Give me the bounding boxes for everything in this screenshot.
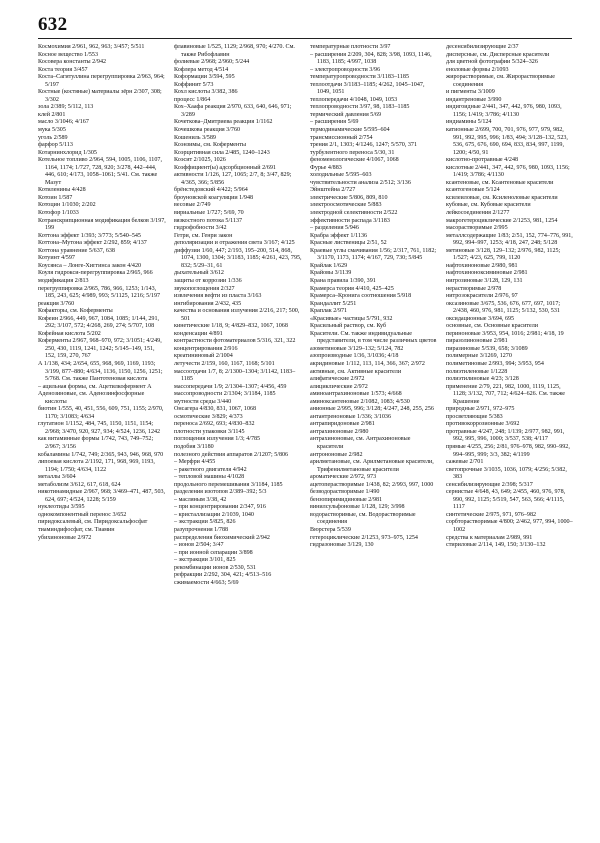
index-entry: однокомпонентный перенос 3/652 (38, 511, 127, 518)
index-entry: Котофор 1/1033 (38, 210, 79, 217)
index-entry: Красители. См. также индивидуальные представители, в том числе различных цветов (310, 330, 437, 345)
index-column-3 (310, 44, 438, 831)
index-entry: Котуинт 4/597 (38, 255, 75, 262)
index-entry: – расширения 5/69 (310, 119, 359, 126)
index-entry: Кочешкова реакция 3/760 (174, 127, 241, 134)
index-entry: – электропроводности 3/96 (310, 66, 381, 73)
index-entry: Коэрцитивная сила 2/485, 1240–1243 (174, 149, 270, 156)
index-entry: теплоотдачи 3/1183–1185; 4/262, 1045–1047, 1049, 1051 (310, 81, 425, 96)
index-entry: сорбторастворимые 4/800; 2/462, 977, 994, 1000–1002 (446, 519, 573, 533)
index-entry: Крайовы 3/1139 (310, 270, 352, 277)
index-entry: индантреновые 3/990 (446, 96, 502, 103)
index-entry: Косовера константы 2/942 (38, 59, 107, 66)
index-entry: ксилеиловые, см. Ксиленоловые красители (446, 194, 558, 201)
index-entry: Красильный раствор, см. Куб (310, 323, 387, 330)
index-entry: ароматические 2/972, 973 (310, 474, 377, 481)
index-entry: – тепловой машины 4/1028 (174, 474, 245, 481)
index-entry: жирорастворимые, см. Жирорастворимые соединения (446, 74, 555, 88)
index-entry: Кофейная кислота 5/202 (38, 330, 101, 337)
index-entry: трансмиссионный 2/754 (310, 134, 373, 141)
index-entry: – при концентрировании 2/347, 916 (174, 504, 266, 511)
index-entry: мука 5/305 (38, 127, 66, 134)
header-rule (38, 38, 572, 39)
index-entry: алифатические 2/972 (310, 376, 365, 383)
index-entry: алициклические 2/972 (310, 383, 368, 390)
index-entry: Коэнзимы, см. Коферменты (174, 142, 247, 149)
index-entry: Крайлак 1/629 (310, 262, 348, 269)
index-entry: средства к материалам 2/989, 991 (446, 534, 533, 541)
index-entry: пиразиновые 5/539, 658; 3/1089 (446, 345, 528, 352)
index-entry: Кочеткова–Дмитриева реакция 1/1162 (174, 119, 273, 126)
index-entry: индигоидные 2/441, 347, 442, 976, 980, 1093, 1156; 1/419; 3/786; 4/1130 (446, 104, 562, 118)
index-entry: полимерные 3/1269, 1270 (446, 353, 512, 360)
index-entry: полезного действия аппаратов 2/1207; 5/806 (174, 451, 289, 458)
index-entry: термический давления 5/69 (310, 111, 382, 118)
index-entry: эффективности распада 3/1183 (310, 217, 390, 224)
index-entry: масорастворимые 2/995 (446, 225, 508, 232)
index-entry: Вюрстера 5/539 (310, 527, 351, 533)
index-entry: гетероциклические 2/1253, 973–975, 1254 (310, 534, 418, 541)
index-entry: Коэффициент(ы) адсорбционный 2/691 (174, 164, 276, 171)
index-entry: десенсибилизирующие 2/37 (446, 44, 519, 50)
index-entry: электрические 5/806, 809, 810 (310, 194, 388, 201)
index-entry: водорастворимые, см. Водорастворимые соединения (310, 511, 416, 526)
index-entry: броуновской коагуляции 1/948 (174, 194, 254, 201)
index-entry: фарфор 5/113 (38, 142, 73, 149)
index-entry: теплопередачи 4/1048, 1049, 1053 (310, 96, 398, 103)
index-entry: активные, см. Активные красители (310, 368, 402, 375)
index-entry: температуропроводности 3/1183–1185 (310, 74, 409, 81)
index-entry: Космохимия 2/961, 962, 963; 3/457; 5/511 (38, 44, 145, 50)
index-entry: температурные плотности 3/97 (310, 44, 391, 50)
index-entry: Крандаллит 5/251 (310, 300, 357, 307)
index-entry: пиридоксалевый, см. Пиридоксальфосфат (38, 519, 148, 526)
index-entry: Красные лиственицы 2/51, 52 (310, 240, 387, 247)
index-entry: нуклеотиды 3/595 (38, 504, 85, 511)
index-entry: Онсагера 4/830, 831, 1067, 1068 (174, 406, 257, 413)
index-entry: – ацильная формы, см. Ацетилкофермент А (38, 383, 152, 390)
index-entry: – экстракции 5/825, 826 (174, 519, 236, 526)
index-entry: Коффинит 5/73 (174, 81, 214, 88)
index-entry: поглощения излучения 1/3; 4/785 (174, 436, 261, 443)
index-entry: периноновые 3/953, 954, 1016; 2/981; 4/18, 19 (446, 330, 564, 337)
index-entry: чувствительности анализа 2/512; 3/136 (310, 179, 411, 186)
index-entry: бензопиримидиновые 2/981 (310, 496, 383, 503)
index-entry: нерастворимые 2/978 (446, 285, 502, 292)
index-entry: Костные (костяные) материалы зёрн 2/307, 308; 3/302 (38, 89, 162, 103)
index-entry: масло 3/1046; 4/167 (38, 119, 89, 126)
index-entry: применение 2/79, 221, 982, 1000, 1119, 1125, 1128; 3/132, 707, 712; 4/624–626. См. также Крашение (446, 383, 565, 405)
index-entry: – Мерфри 4/455 (174, 459, 216, 466)
index-entry: феноменологические 4/1067, 1068 (310, 157, 399, 164)
index-entry: Крана правила 1/390, 391 (310, 277, 376, 284)
index-entry: весовые 2/749 (174, 202, 211, 209)
index-entry: уголь 2/589 (38, 134, 68, 141)
index-entry: холодильные 5/595–603 (310, 172, 372, 179)
index-entry: термодинамические 5/595–604 (310, 127, 390, 134)
index-entry: массопередачи 1/9; 2/1304–1307; 4/456, 459 (174, 383, 287, 390)
index-entry: конденсации 4/891 (174, 330, 223, 337)
index-entry: распределения биохимический 2/942 (174, 534, 270, 541)
index-entry: прямые 4/255, 256; 2/81, 976–978, 982, 990–992, 994–995, 999; 3/3, 382; 4/1199 (446, 443, 570, 458)
index-entry: – экстракции 3/101, 825 (174, 557, 236, 564)
index-entry: сенсибилизирующие 2/398; 5/317 (446, 481, 533, 488)
index-entry: вязкостного потока 5/1137 (174, 217, 243, 224)
index-entry: электродной селективности 2/522 (310, 210, 398, 217)
index-entry: Котиленины 4/428 (38, 187, 86, 194)
index-entry: ксантогеновые 5/124 (446, 187, 500, 194)
index-entry: Коттона уравнение 5/637, 638 (38, 247, 115, 254)
index-entry: Эйнштейна 2/727 (310, 187, 356, 194)
index-entry: процесс 1/864 (174, 96, 211, 103)
index-entry: Котоцин 1/1030; 2/202 (38, 202, 96, 209)
index-entry: Кофлера метод 4/514 (174, 66, 229, 73)
index-entry: сжимаемости 4/663; 5/69 (174, 579, 239, 586)
index-entry: звукопоглощения 2/327 (174, 285, 235, 292)
index-entry: Кофакторы, см. Коферменты (38, 308, 113, 315)
index-entry: никотинамидные 2/967, 968; 3/469–471, 487, 503, 624, 697; 4/524, 1228; 5/159 (38, 489, 166, 503)
index-entry: вириальные 1/727; 5/69, 70 (174, 210, 244, 217)
index-entry: реакция 3/760 (38, 300, 75, 307)
index-entry: арилметановые, см. Арилметановые красители, Трифенилметановые красители (310, 459, 434, 473)
index-entry: просветляющие 5/383 (446, 413, 503, 420)
index-entry: и пигменты 3/1009 (446, 89, 495, 96)
index-entry: Фурье 4/883 (310, 164, 342, 171)
index-entry: антантреноновые 1/336; 3/1036 (310, 413, 391, 420)
index-entry: полиметиновые 2/993, 994; 3/953, 954 (446, 360, 544, 367)
index-entry: тиаминдифосфат, см. Тиамин (38, 527, 115, 533)
index-entry: Краплак 2/971 (310, 308, 348, 315)
index-entry: азометиновые 3/129–132; 5/124, 782 (310, 345, 404, 352)
index-entry: диффузии 1/60, 447; 2/193, 195–200, 514, 868, 1074, 1300, 1304; 3/1183, 1185; 4/261, 423, 795, 832; 5/29–31, 61 (174, 247, 302, 269)
index-entry: основные, см. Основные красители (446, 323, 539, 330)
index-entry: мутности среды 3/440 (174, 398, 232, 405)
index-entry: деполяризации и отражения света 3/167; 4/125 (174, 240, 295, 247)
index-entry: оксидационные 3/694, 695 (446, 315, 515, 322)
index-entry: Котоин 1/587 (38, 194, 73, 201)
index-entry: Котельное топливо 2/964, 594, 1005, 1106, 1107, 1164, 1174; 1/727, 728, 920; 3/278, 442–444, 446, 610; 4/173, 1058–1061; 5/41. См. также Мазут (38, 157, 162, 186)
index-entry: нафтохиноноксиминовые 2/981 (446, 270, 528, 277)
index-entry: брёнстедовский 4/422; 5/964 (174, 187, 248, 194)
index-entry: глутатион 1/1152, 484, 745, 1150, 1151, 1154; 2/968; 3/470, 920, 927, 934; 4/524, 1236, 1242 (38, 421, 161, 435)
index-entry: метиновые 3/128, 129–132; 2/976, 982, 1125; 1/527; 4/23, 625, 799, 1120 (446, 247, 561, 262)
index-entry: полиэтилиновые 4/23; 3/128 (446, 376, 519, 383)
index-entry: дыхательный 3/612 (174, 270, 224, 277)
index-entry: – ракетного двигателя 4/942 (174, 466, 247, 473)
index-entry: аминоксантеновые 2/1082, 1083; 4/530 (310, 398, 410, 405)
index-entry: активности 1/126, 127, 1065; 2/7, 8; 3/47, 829; 4/365, 366; 5/856 (174, 172, 292, 186)
index-entry: ацетоперастворимые 1/438, 82; 2/993, 997, 1000 (310, 481, 434, 488)
index-entry: – масляным 3/38, 42 (174, 496, 227, 503)
index-entry: ксантеновые, см. Ксантеновые красители (446, 179, 554, 186)
index-entry: турбулентного переноса 5/30, 31 (310, 149, 395, 156)
index-entry: Коэсит 2/1025, 1026 (174, 157, 226, 164)
index-entry: защиты от коррозии 1/336 (174, 277, 242, 284)
index-entry: метаболизм 3/612, 617, 618, 624 (38, 481, 121, 488)
index-entry: сажевые 2/701 (446, 459, 484, 466)
index-entry: Котарнинхлорид 1/305 (38, 149, 97, 156)
index-entry: Коста теория 3/457 (38, 66, 88, 73)
index-entry: – разделения 5/946 (310, 225, 359, 232)
index-entry: концентрирования 2/916 (174, 345, 238, 352)
index-entry: электроосмотические 5/883 (310, 202, 382, 209)
index-entry: плотности упаковки 3/1145 (174, 428, 245, 435)
index-entry: Коформации 3/594, 595 (174, 74, 235, 81)
index-entry: лейкосоединения 2/1277 (446, 210, 510, 217)
index-entry: А 1/138, 434; 2/654, 655, 968, 969, 1169, 1193; 3/199, 877–880; 4/634, 1136, 1150, 1256, 1251; 5/768. См. также Пантотеновая кислота (38, 360, 163, 383)
index-entry: ингибирования 2/432, 435 (174, 300, 242, 307)
index-entry: Крамерса теория 4/410, 425–425 (310, 285, 394, 292)
index-entry: Коуля гидрокси-перегруппировка 2/965, 966 (38, 270, 153, 277)
index-entry: зола 2/389; 5/112, 113 (38, 104, 94, 111)
index-entry: разделения изотопов 2/389–392; 5/3 (174, 489, 267, 496)
index-column-1 (38, 44, 166, 831)
index-entry: кислотно-протравные 4/248 (446, 157, 519, 164)
index-entry: продольного перемешивания 3/1184, 1185 (174, 481, 283, 488)
index-entry: кинетические 1/18, 9; 4/829–832, 1067, 1068 (174, 323, 288, 330)
index-columns (38, 44, 574, 831)
index-entry: рекомбинации ионов 2/530, 531 (174, 564, 256, 571)
index-entry: рефракции 2/292, 304, 421; 4/513–516 (174, 572, 272, 579)
index-entry: клей 2/801 (38, 111, 66, 118)
index-entry: фолиевые 2/968; 2/960; 5/244 (174, 59, 250, 66)
index-entry: Коттона–Мутона эффект 2/292, 859; 4/137 (38, 240, 147, 247)
index-entry: дисперсные, см. Дисперсные красители (446, 51, 550, 58)
index-entry: Крабра эффект 1/1136 (310, 232, 368, 239)
index-entry: флавиновые 1/525, 1129; 2/968, 970; 4/270. См. также Рибофлавин (174, 44, 295, 58)
index-entry: синтетические 2/975, 971, 976–982 (446, 511, 537, 518)
index-entry: индиамины 5/124 (446, 119, 492, 126)
index-entry: Аденозиновые, см. Аденозинфосфорные кислоты (38, 391, 145, 405)
index-entry: извлечения вефти из пласта 3/163 (174, 293, 262, 300)
index-entry: Кофеин 2/966, 449, 967, 1084, 1085; 1/144, 291, 292; 3/107, 572; 4/268, 269, 274; 5/707, 108 (38, 315, 160, 330)
index-entry: Коусянса – Лонге-Хиггинса закон 4/420 (38, 262, 142, 269)
index-entry: акридиновые 1/112, 113, 114, 366, 367; 2/972 (310, 360, 425, 367)
index-entry: – при ионной сепарации 3/898 (174, 549, 253, 556)
index-entry: трения 2/1, 1303; 4/1246, 1247; 5/570, 371 (310, 142, 418, 149)
index-entry: антрахиноновые 2/980 (310, 428, 369, 435)
index-entry: антрононовые 2/982 (310, 451, 363, 458)
index-entry: безводорастворимые 1/490 (310, 489, 380, 496)
index-entry: гидрофобности 3/42 (174, 225, 227, 232)
index-entry: антрапиридоновые 2/981 (310, 421, 375, 428)
index-entry: биотин 1/555, 40, 451, 556, 609, 751, 1155; 2/970, 1170; 3/1083; 4/634 (38, 406, 164, 420)
index-entry: теплопроводности 3/97, 98, 1183–1185 (310, 104, 410, 111)
index-entry: антрахиноновые, см. Антрахиноновые красители (310, 436, 411, 450)
index-entry: массопроводности 2/1304; 3/1184, 1185 (174, 391, 276, 398)
index-entry: аминоантрахиноновые 1/573; 4/668 (310, 391, 402, 398)
index-entry: переноса 2/692, 693; 4/830–832 (174, 421, 255, 428)
index-entry: – ионов 2/504; 3/47 (174, 542, 224, 549)
index-entry: качества и основания излучения 2/216, 217; 500, 501 (174, 308, 300, 322)
index-entry: стириловые 2/114, 149, 150; 3/130–132 (446, 542, 546, 549)
index-entry: Косное вещество 1/553 (38, 51, 99, 58)
index-entry: кубовые, см. Кубовые красители (446, 202, 531, 209)
index-entry: полиэтиленовые 1/1228 (446, 368, 508, 375)
index-entry: нитрозокрасители 2/976, 97 (446, 293, 518, 300)
index-entry: противокоррозионные 3/692 (446, 421, 520, 428)
index-entry: катионные 2/699, 700, 701, 976, 977, 979, 982, 991, 992, 995, 996; 1/83, 494; 3/128–132, 523, 536, 675, 676, 690, 694, 833, 834, 997, 1199, 1200; 4/50, 91 (446, 127, 568, 156)
index-entry: металлы 3/604 (38, 474, 76, 481)
index-entry: Коста–Сагитуллина перегруппировка 2/963, 964; 5/197 (38, 74, 165, 88)
index-entry: кислотные 2/441, 347, 442, 976, 980, 1093, 1156; 1/419; 3/786; 4/1130 (446, 164, 570, 179)
index-entry: винилсульфоновые 1/128, 129; 3/998 (310, 504, 405, 511)
index-entry: летучести 2/159, 160, 1167, 1168; 5/101 (174, 360, 275, 367)
index-entry: разупрочнения 1/788 (174, 527, 229, 533)
index-entry: массоотдачи 1/7, 8; 2/1300–1304; 3/1142, 1183–1185 (174, 368, 296, 383)
index-entry: Кох–Хаафа реакция 2/970, 633, 640, 646, 971; 3/289 (174, 104, 292, 118)
index-column-2 (174, 44, 302, 831)
index-entry: модификация 2/813 (38, 277, 89, 284)
index-entry: Котранскрипционная модификация белков 3/197, 199 (38, 217, 166, 232)
index-entry: пиразолиноновые 2/981 (446, 338, 508, 345)
index-entry: перегруппировка 2/965, 786, 966, 1253; 1/143, 185, 243, 625; 4/989, 993; 5/1125, 1216; 5/197 (38, 285, 161, 300)
index-entry: Гетри, см. Генри закон (174, 232, 233, 239)
index-entry: нафтохиноновые 2/980, 981 (446, 262, 518, 269)
index-entry: еноловые формы 2/1093 (446, 66, 509, 73)
index-entry: протравные 4/247, 248; 1/139; 2/977, 982, 991, 992, 995, 996, 1000; 3/537, 538; 4/117 (446, 428, 565, 443)
index-entry: природные 2/971, 972–975 (446, 406, 515, 413)
index-entry: – кристаллизации 2/1039, 1040 (174, 511, 254, 518)
index-entry: Крамерса–Кронига соотношения 5/918 (310, 293, 412, 300)
index-entry: металлсодержащие 1/83; 2/51, 152, 774–776, 991, 992, 994–997, 1253; 4/18, 247, 248; 5/128 (446, 232, 573, 247)
index-entry: осмотические 3/829; 4/373 (174, 413, 243, 420)
index-entry: нигрозиновые 3/128, 129, 131 (446, 277, 523, 284)
index-entry: Коферменты 2/967, 968–970, 972; 3/1051; 4/249, 250, 430, 1119, 1241, 1242; 5/145–149, 151, 152, 159, 270, 767 (38, 338, 162, 360)
index-entry: липоевая кислота 2/1192, 171, 968, 969, 1193, 1194; 1/750; 4/634, 1122 (38, 459, 155, 473)
index-entry: подобия 3/1180 (174, 443, 214, 450)
index-column-4 (446, 44, 574, 831)
index-entry: сернистые 4/648, 43, 649; 2/455, 460, 976, 978, 990, 992, 1125; 5/519, 547, 563, 566; 4/1115, 1117 (446, 489, 566, 511)
index-entry: светопрочные 3/1035, 1036, 1079; 4/256; 5/382, 383 (446, 466, 567, 481)
index-entry: – расширения 2/209, 304, 828; 3/98, 1093, 1146, 1183, 1185; 4/997, 1038 (310, 51, 432, 66)
index-entry: Кохл кислоты 3/382, 386 (174, 89, 238, 96)
index-entry: гидразоновые 3/129, 130 (310, 542, 374, 549)
index-entry: Кошениль 3/589 (174, 134, 216, 141)
index-entry: Краевые углы смачивания 1/56; 2/317, 761, 1182; 3/1170, 1173, 1174; 4/167, 729, 730; 5/845 (310, 247, 437, 262)
index-entry: «Красивые» частицы 5/791, 932 (310, 315, 393, 322)
index-entry: креатининовый 2/1004 (174, 353, 233, 360)
index-entry: анионные 2/995, 996; 3/128; 4/247, 248, 255, 256 (310, 406, 434, 413)
index-entry: для цветной фотографии 5/324–326 (446, 59, 538, 66)
index-entry: кобаламины 1/742, 749; 2/365, 943, 946, 968, 970 (38, 451, 164, 458)
index-entry: азопроизводные 1/36, 3/1036; 4/18 (310, 353, 399, 360)
index-entry: макрогетероциклические 2/1253, 981, 1254 (446, 217, 558, 224)
page-number: 632 (38, 14, 68, 35)
index-entry: убихиноновые 2/972 (38, 534, 92, 541)
index-entry: контрастности фотоматериалов 5/316, 321, 322 (174, 338, 296, 345)
index-entry: как витаминные формы 1/742, 743, 749–752; 2/967; 3/156 (38, 436, 154, 450)
index-entry: оксазиновые 3/675, 536, 676, 677, 697, 1017; 2/438, 460, 976, 981, 1125; 5/132, 530, 531 (446, 300, 561, 315)
index-entry: Коттона эффект 1/393; 3/773; 5/540–545 (38, 232, 141, 239)
